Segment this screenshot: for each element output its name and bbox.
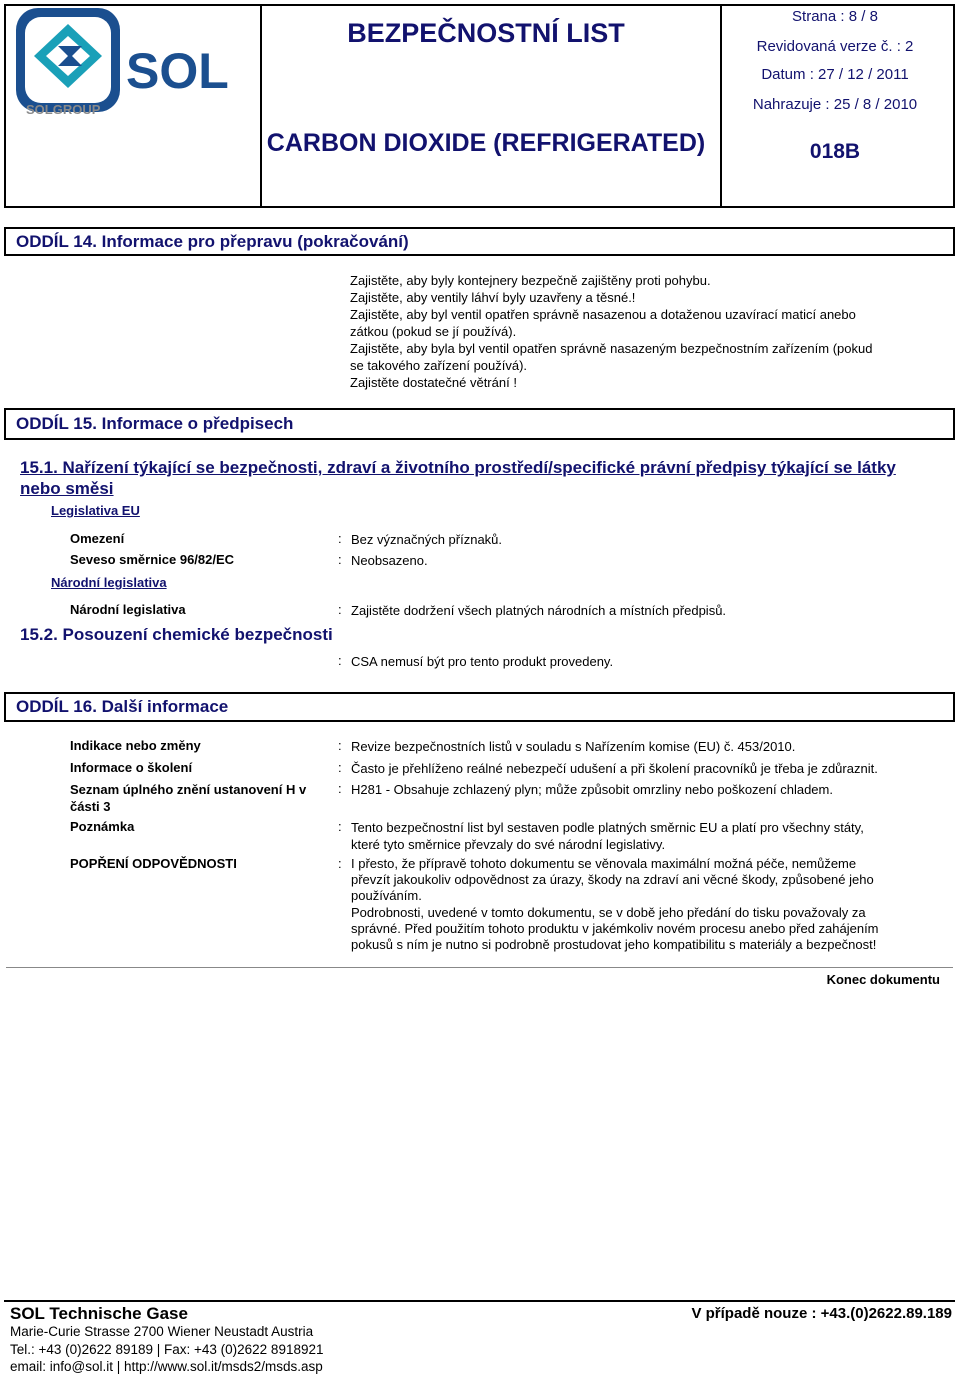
footer-address: Marie-Curie Strasse 2700 Wiener Neustadt Austria	[10, 1324, 314, 1339]
row-value: Často je přehlíženo reálné nebezpečí udušení a při školení pracovníků je třeba je zdůraznit.	[351, 761, 878, 776]
colon: :	[338, 531, 342, 546]
row-value: H281 - Obsahuje zchlazený plyn; může způsobit omrzliny nebo poškození chladem.	[351, 782, 833, 797]
footer-emergency: V případě nouze : +43.(0)2622.89.189	[691, 1305, 952, 1322]
row-label: Indikace nebo změny	[70, 738, 201, 753]
value-line: Podrobnosti, uvedené v tomto dokumentu, se v době jeho předání do tisku považovaly za	[351, 904, 866, 920]
colon: :	[338, 819, 342, 834]
text-line: se takového zařízení používá).	[350, 358, 528, 373]
row-label: Omezení	[70, 531, 125, 546]
end-of-document: Konec dokumentu	[826, 972, 940, 987]
row-label: Seveso směrnice 96/82/EC	[70, 552, 235, 567]
row-value: Neobsazeno.	[351, 553, 428, 568]
sol-logo-icon	[10, 6, 248, 120]
section-15-title: ODDÍL 15. Informace o předpisech	[4, 408, 955, 440]
document-title: BEZPEČNOSTNÍ LIST	[347, 18, 625, 48]
value-line: které tyto směrnice převzaly do své národní legislativy.	[351, 837, 666, 852]
row-value: Bez význačných příznaků.	[351, 532, 503, 547]
national-legislation-heading: Národní legislativa	[51, 575, 167, 590]
footer-divider	[4, 1300, 955, 1302]
value-line: převzít jakoukoliv odpovědnost za úrazy, škody na zdraví ani věcné škody, způsobené jeho	[351, 872, 874, 888]
svg-text:SOL: SOL	[126, 43, 229, 99]
text-line: zátkou (pokud se jí používá).	[350, 324, 517, 339]
sol-logo	[10, 6, 248, 120]
row-label: POPŘENÍ ODPOVĚDNOSTI	[70, 856, 237, 871]
disclaimer-text	[351, 856, 941, 953]
text-line: Zajistěte dostatečné větrání !	[350, 375, 517, 390]
issue-date: Datum : 27 / 12 / 2011	[761, 66, 909, 83]
row-value: Zajistěte dodržení všech platných národních a místních předpisů.	[351, 603, 727, 618]
eu-legislation-heading: Legislativa EU	[51, 503, 140, 518]
divider	[6, 967, 953, 968]
colon: :	[338, 552, 342, 567]
row-value: CSA nemusí být pro tento produkt provedeny.	[351, 654, 614, 669]
colon: :	[338, 781, 342, 796]
page-number: Strana : 8 / 8	[792, 8, 878, 25]
section-16-title: ODDÍL 16. Další informace	[4, 692, 955, 722]
colon: :	[338, 653, 342, 668]
footer-company: SOL Technische Gase	[10, 1304, 188, 1323]
replaces-date: Nahrazuje : 25 / 8 / 2010	[752, 96, 918, 113]
label-line: Seznam úplného znění ustanovení H v	[70, 782, 307, 797]
row-label: Poznámka	[70, 819, 135, 834]
product-name: CARBON DIOXIDE (REFRIGERATED)	[266, 129, 706, 157]
value-line: pokusů s ním je nutno si podrobně prostudovat jeho kompatibilitu s materiály a bezpečnost!	[351, 937, 877, 953]
row-value: Revize bezpečnostních listů v souladu s Nařízením komise (EU) č. 453/2010.	[351, 739, 796, 754]
text-line: Zajistěte, aby byl ventil opatřen správně nasazenou a dotaženou uzavírací maticí anebo	[350, 307, 856, 322]
heading-line: 15.1. Nařízení týkající se bezpečnosti, zdraví a životního prostředí/specifické právní předpisy týkající se látky	[20, 458, 896, 477]
section-14-text	[350, 272, 872, 391]
product-code: 018B	[809, 140, 861, 163]
colon: :	[338, 738, 342, 753]
text-line: Zajistěte, aby byly kontejnery bezpečně zajištěny proti pohybu.	[350, 273, 711, 288]
row-label	[70, 781, 335, 815]
revision-number: Revidovaná verze č. : 2	[756, 38, 914, 55]
label-line: části 3	[70, 799, 111, 814]
section-14-title: ODDÍL 14. Informace pro přepravu (pokračování)	[4, 227, 955, 256]
value-line: I přesto, že přípravě tohoto dokumentu se věnovala maximální možná péče, nemůžeme	[351, 856, 857, 871]
text-line: Zajistěte, aby byla byl ventil opatřen správně nasazeným bezpečnostním zařízením (pokud	[350, 341, 873, 356]
row-label: Informace o školení	[70, 760, 193, 775]
text-line: Zajistěte, aby ventily láhví byly uzavřeny a těsné.!	[350, 290, 636, 305]
svg-text:SOLGROUP: SOLGROUP	[26, 102, 101, 117]
heading-line: nebo směsi	[20, 479, 114, 498]
colon: :	[338, 602, 342, 617]
row-value	[351, 819, 941, 853]
subsection-15-2-heading: 15.2. Posouzení chemické bezpečnosti	[20, 625, 333, 644]
footer-phone: Tel.: +43 (0)2622 89189 | Fax: +43 (0)2622 8918921	[10, 1342, 324, 1357]
value-line: správné. Před použitím tohoto produktu v jakémkoliv novém procesu anebo před zahájením	[351, 920, 879, 936]
footer-email[interactable]: email: info@sol.it | http://www.sol.it/msds2/msds.asp	[10, 1359, 323, 1374]
value-line: Tento bezpečnostní list byl sestaven podle platných směrnic EU a platí pro všechny státy,	[351, 820, 864, 835]
subsection-15-1-heading	[20, 457, 950, 499]
colon: :	[338, 856, 342, 871]
colon: :	[338, 760, 342, 775]
value-line: používáním.	[351, 888, 422, 904]
row-label: Národní legislativa	[70, 602, 186, 617]
